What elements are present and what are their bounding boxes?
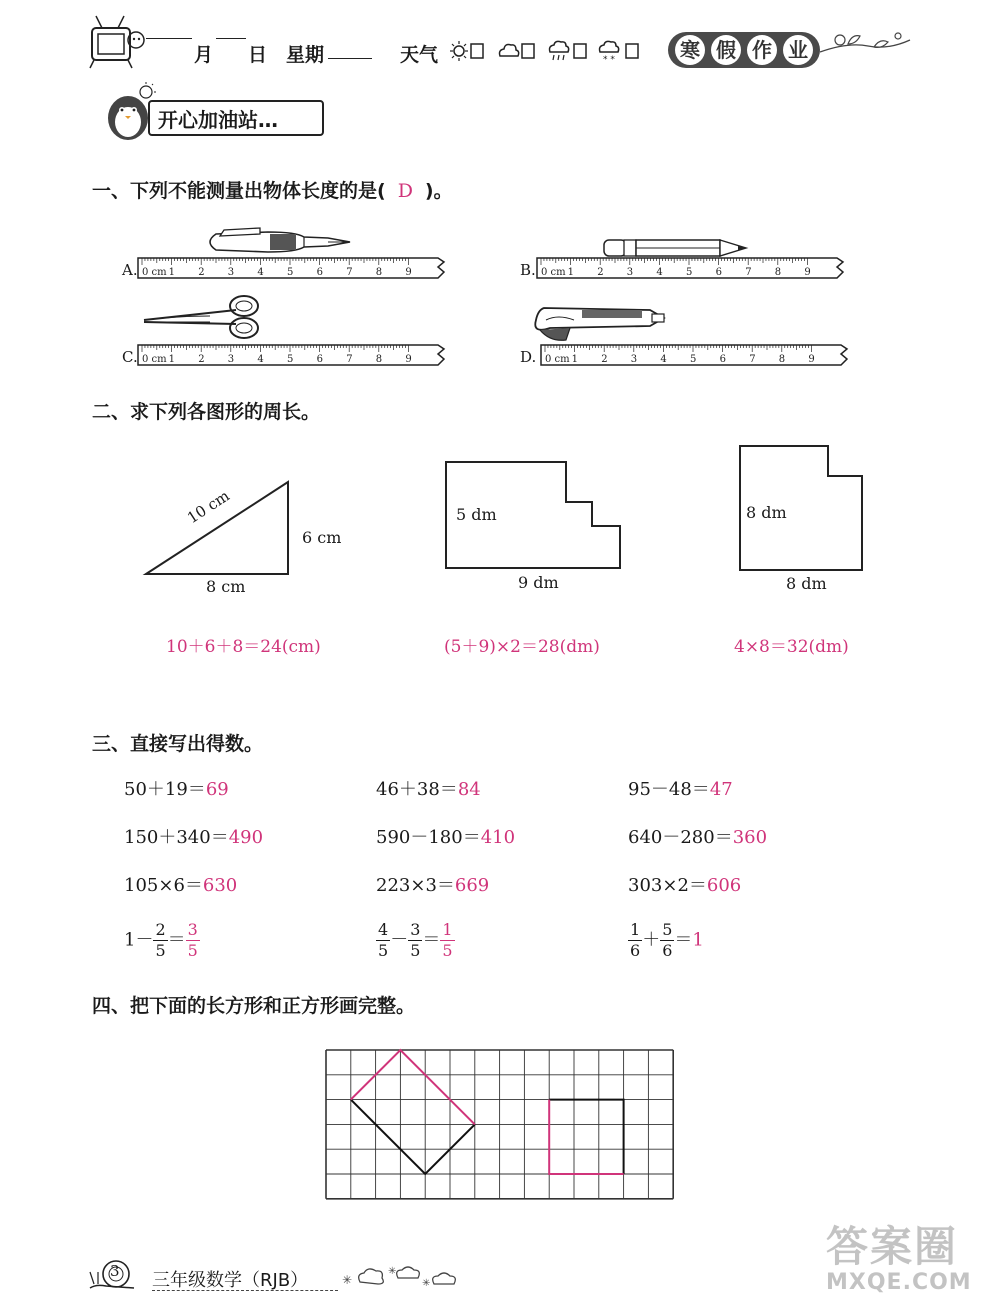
q1-prompt [92, 176, 453, 203]
ruler-tick-label: 8 [375, 267, 383, 278]
calc-item: 303×2＝606 [628, 875, 742, 896]
ruler-tick-label: 6 [316, 354, 323, 365]
square-base-label: 8 dm [786, 574, 827, 593]
watermark [826, 1214, 996, 1298]
scissors-icon [140, 292, 264, 342]
fraction-item-1: 1－ $\frac{2}{5}$ ＝ $\frac{3}{5}$ [124, 920, 198, 960]
footer-dashed-line [152, 1290, 338, 1291]
option-a-label: A. [122, 261, 138, 279]
svg-text:* *: * * [603, 55, 615, 65]
ruler-tick-label: 4 [257, 267, 264, 278]
stepped-base-label: 9 dm [518, 573, 559, 592]
svg-text:✳: ✳ [422, 1278, 431, 1289]
watermark-top: 答案圈 [826, 1222, 959, 1271]
tilted-rectangle-given [351, 1100, 475, 1174]
ruler-unit-label: 0 cm [545, 354, 570, 365]
ruler-tick-label: 7 [749, 354, 756, 365]
utility-knife-icon [530, 298, 670, 346]
ruler-tick-label: 2 [198, 354, 205, 365]
option-b-label: B. [520, 261, 536, 279]
badge-char: 业 [783, 35, 813, 65]
ruler-tick-label: 3 [626, 267, 634, 278]
q1-answer: D [397, 180, 413, 202]
square-side-label: 8 dm [746, 503, 787, 522]
ruler-tick-label: 3 [227, 267, 235, 278]
ruler-tick-label: 6 [316, 267, 323, 278]
q1-prompt-text: 一、下列不能测量出物体长度的是( [92, 180, 386, 202]
ruler-tick-label: 2 [601, 354, 608, 365]
calc-item: 640－280＝360 [628, 827, 768, 848]
section-title: 开心加油站… [158, 108, 278, 132]
ruler-tick-label: 6 [715, 267, 722, 278]
ruler-tick-label: 1 [567, 267, 574, 278]
ruler-tick-label: 3 [630, 354, 638, 365]
perimeter-answer-2: (5＋9)×2＝28(dm) [444, 637, 600, 657]
ruler-tick-label: 1 [168, 354, 175, 365]
q1-prompt-end: )。 [424, 180, 453, 202]
square-given [549, 1100, 623, 1174]
ruler-tick-label: 8 [375, 354, 383, 365]
badge-char: 作 [747, 35, 777, 65]
ruler-tick-label: 4 [257, 354, 264, 365]
calc-item: 150＋340＝490 [124, 827, 264, 848]
badge-char: 寒 [675, 35, 705, 65]
ruler-tick-label: 6 [719, 354, 726, 365]
snow-checkbox [626, 44, 638, 58]
ruler-unit-label: 0 cm [541, 267, 566, 278]
calc-item: 105×6＝630 [124, 875, 238, 896]
triangle-side-label: 6 cm [302, 528, 342, 547]
perimeter-answer-1: 10＋6＋8＝24(cm) [166, 637, 321, 657]
calc-item: 590－180＝410 [376, 827, 516, 848]
weather-label: 天气 [400, 44, 439, 66]
ruler-tick-label: 9 [804, 267, 811, 278]
ruler-tick-label: 1 [168, 267, 175, 278]
svg-text:✳: ✳ [388, 1266, 397, 1277]
ruler-tick-label: 5 [287, 267, 294, 278]
flower-branch-icon [818, 22, 914, 62]
ruler-tick-label: 7 [745, 267, 752, 278]
ruler-tick-label: 4 [660, 354, 667, 365]
ruler-unit-label: 0 cm [142, 354, 167, 365]
svg-text:✳: ✳ [342, 1273, 353, 1287]
ruler-tick-label: 8 [774, 267, 782, 278]
perimeter-answer-3: 4×8＝32(dm) [734, 637, 849, 657]
ruler-tick-label: 4 [656, 267, 663, 278]
badge-char: 假 [711, 35, 741, 65]
ruler-tick-label: 5 [686, 267, 693, 278]
rain-checkbox [574, 44, 586, 58]
option-c-label: C. [122, 348, 138, 366]
book-title: 三年级数学（RJB） [152, 1270, 309, 1291]
ruler-tick-label: 9 [405, 354, 412, 365]
ruler-tick-label: 7 [346, 267, 353, 278]
calc-item: 50＋19＝69 [124, 779, 229, 800]
cloud-icon [500, 45, 519, 57]
calc-item: 223×3＝669 [376, 875, 490, 896]
ruler-tick-label: 5 [690, 354, 697, 365]
ruler-tick-label: 9 [808, 354, 815, 365]
ruler-tick-label: 9 [405, 267, 412, 278]
pen-icon [200, 226, 356, 258]
triangle-hyp-label: 10 cm [184, 486, 233, 528]
ruler-unit-label: 0 cm [142, 267, 167, 278]
weather-icons [450, 40, 650, 64]
fraction-item-2: $\frac{4}{5}$ － $\frac{3}{5}$ ＝ $\frac{1}{5}$ [378, 920, 453, 960]
q2-title: 二、求下列各图形的周长。 [92, 401, 321, 423]
ruler-a [138, 256, 458, 286]
sun-icon [450, 41, 468, 61]
square-completed [549, 1100, 623, 1174]
ruler-tick-label: 7 [346, 354, 353, 365]
triangle-base-label: 8 cm [206, 577, 246, 596]
fraction-item-3: $\frac{1}{6}$ ＋ $\frac{5}{6}$ ＝1 [630, 920, 704, 960]
ruler-tick-label: 5 [287, 354, 294, 365]
calc-item: 46＋38＝84 [376, 779, 481, 800]
watermark-bottom: MXQE.COM [826, 1270, 972, 1295]
ruler-b [537, 256, 857, 286]
cloud-stars-decoration-icon [342, 1264, 466, 1290]
header [0, 0, 1000, 80]
weekday-label: 星期 [286, 44, 325, 66]
winter-homework-badge [668, 32, 820, 68]
option-d-label: D. [520, 348, 537, 366]
sun-checkbox [471, 44, 483, 58]
drawing-grid [326, 1050, 674, 1200]
pencil-icon [600, 236, 750, 260]
ruler-tick-label: 1 [571, 354, 578, 365]
cloud-checkbox [522, 44, 534, 58]
mascot-icon [88, 14, 148, 70]
page-number: 3 [110, 1262, 120, 1280]
ruler-c [138, 343, 458, 373]
q4-title: 四、把下面的长方形和正方形画完整。 [92, 995, 416, 1017]
rain-icon [550, 41, 569, 60]
stepped-side-label: 5 dm [456, 505, 497, 524]
footer [86, 1258, 466, 1294]
snow-icon [600, 41, 619, 65]
ruler-tick-label: 3 [227, 354, 235, 365]
tilted-rectangle-completed [351, 1050, 475, 1124]
ruler-d [541, 343, 861, 373]
q3-title: 三、直接写出得数。 [92, 733, 264, 755]
ruler-tick-label: 8 [778, 354, 786, 365]
ruler-tick-label: 2 [597, 267, 604, 278]
day-label: 日 [248, 44, 268, 66]
ruler-tick-label: 2 [198, 267, 205, 278]
month-label: 月 [194, 44, 214, 66]
calc-item: 95－48＝47 [628, 779, 733, 800]
